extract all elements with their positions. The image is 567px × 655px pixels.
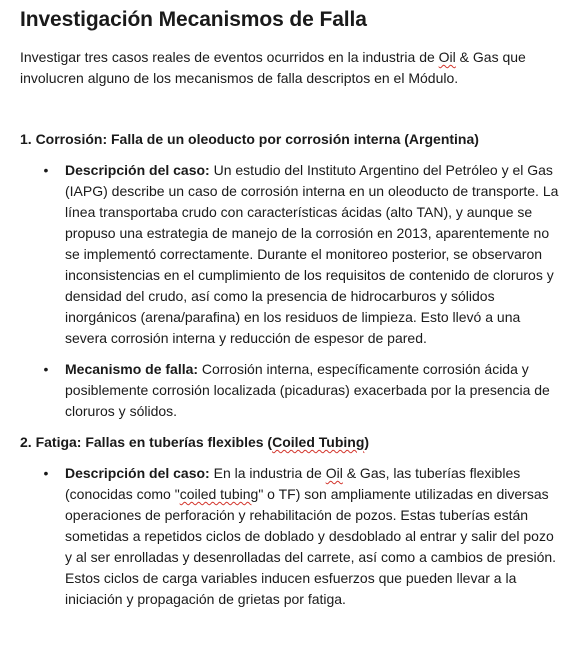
intro-text-start: Investigar tres casos reales de eventos ocurridos en la industria de bbox=[20, 49, 439, 65]
section-1-heading: 1. Corrosión: Falla de un oleoducto por corrosión interna (Argentina) bbox=[20, 131, 479, 147]
intro-paragraph bbox=[20, 47, 560, 89]
item-text: & Gas, las tuberías flexibles (conocidas como " bbox=[65, 465, 521, 502]
bullet-icon: • bbox=[43, 465, 49, 481]
list-item bbox=[20, 463, 560, 610]
bullet-icon: • bbox=[43, 162, 49, 178]
section-2-heading-start: 2. Fatiga: Fallas en tuberías flexibles ( bbox=[20, 434, 273, 450]
document-title: Investigación Mecanismos de Falla bbox=[20, 8, 367, 31]
list-item bbox=[20, 160, 560, 349]
item-label: Descripción del caso: bbox=[65, 465, 210, 481]
section-2-heading bbox=[20, 432, 560, 453]
list-item bbox=[20, 359, 560, 422]
spellcheck-flagged-word[interactable]: Coiled Tubing bbox=[272, 434, 365, 450]
document-page bbox=[20, 6, 560, 610]
item-text: " o TF) son ampliamente utilizadas en diversas operaciones de perforación y rehabilitación de pozos. Estas tuberías están sometidas a repetidos ciclos de doblado y desdoblado al entrar y salir del pozo y al ser enrolladas y desenrolladas del carrete, así como a cambios de presión. Estos ciclos de carga variables inducen esfuerzos que pueden llevar a la iniciación y propagación de grietas por fatiga. bbox=[65, 486, 557, 607]
bullet-icon: • bbox=[43, 361, 49, 377]
item-label: Descripción del caso: bbox=[65, 162, 210, 178]
spellcheck-flagged-word[interactable]: coiled tubing bbox=[179, 486, 259, 502]
item-text: En la industria de bbox=[209, 465, 326, 481]
item-label: Mecanismo de falla: bbox=[65, 361, 199, 377]
intro-text-end: & Gas que involucren alguno de los mecanismos de falla descriptos en el Módulo. bbox=[20, 49, 526, 86]
item-text: Un estudio del Instituto Argentino del Petróleo y el Gas (IAPG) describe un caso de corrosión interna en un oleoducto de transporte. La línea transportaba crudo con características ácidas (alto TAN), y aunque se propuso una estrategia de manejo de la corrosión en 2013, aparentemente no se implementó correctamente. Durante el monitoreo posterior, se observaron inconsistencias en el cumplimiento de los requisitos de contenido de cloruros y densidad del crudo, así como la presencia de hidrocarburos y sólidos inorgánicos (arena/parafina) en los residuos de limpieza. Esto llevó a una severa corrosión interna y reducción de espesor de pared. bbox=[65, 162, 559, 346]
spellcheck-flagged-word[interactable]: Oil bbox=[325, 465, 343, 481]
section-2-list bbox=[20, 463, 560, 610]
section-1-list bbox=[20, 160, 560, 422]
spellcheck-flagged-word[interactable]: Oil bbox=[438, 49, 456, 65]
section-2-heading-end: ) bbox=[364, 434, 370, 450]
item-text: Corrosión interna, específicamente corrosión ácida y posiblemente corrosión localizada (picaduras) exacerbada por la presencia de cloruros y sólidos. bbox=[65, 361, 550, 419]
